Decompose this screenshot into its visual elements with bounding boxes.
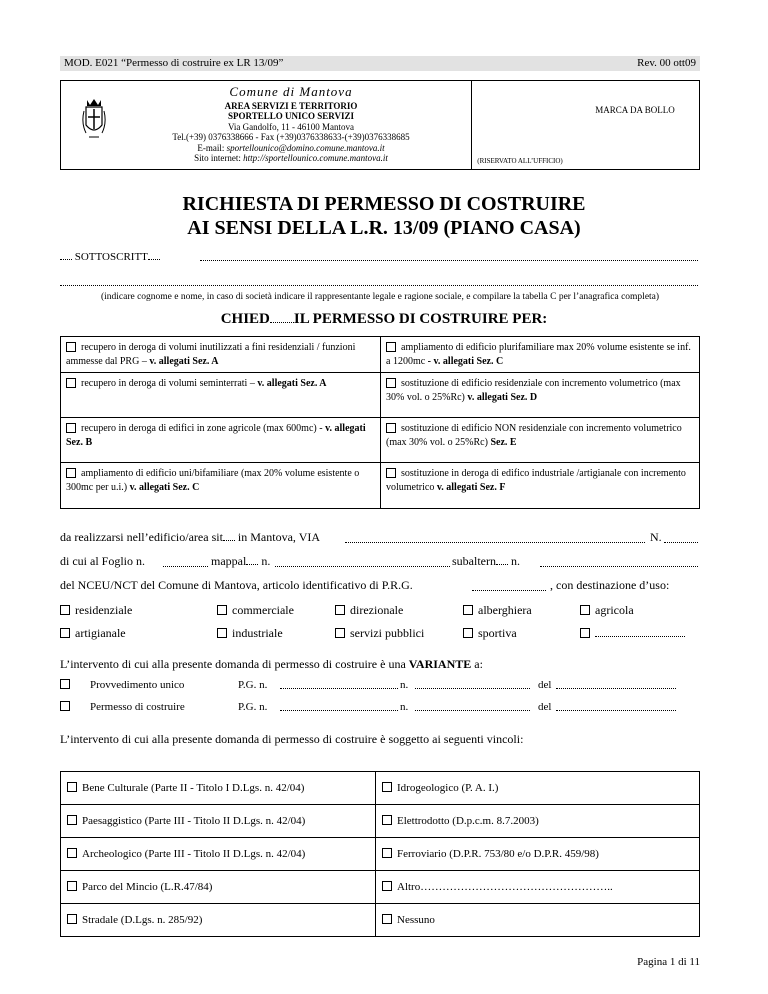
- vincoli-intro: L’intervento di cui alla presente domanda di permesso di costruire è soggetto ai seguenti vincoli:: [60, 732, 524, 746]
- vincolo-elettrodotto[interactable]: Elettrodotto (D.p.c.m. 8.7.2003): [375, 804, 700, 838]
- office-reserved: (RISERVATO ALL’UFFICIO): [477, 157, 563, 165]
- checkbox[interactable]: [382, 782, 392, 792]
- civic-label: N.: [650, 530, 662, 544]
- checkbox[interactable]: [382, 848, 392, 858]
- header-box: [60, 80, 700, 170]
- checkbox[interactable]: [60, 679, 70, 689]
- use-direzionale[interactable]: direzionale: [335, 603, 403, 618]
- request-heading: [0, 311, 768, 328]
- email-label: E-mail:: [197, 142, 227, 153]
- phone: Tel.(+39) 0376338666 - Fax (+39)0376338633-(+39)0376338685: [172, 132, 410, 142]
- checkbox[interactable]: [386, 468, 396, 478]
- checkbox[interactable]: [335, 605, 345, 615]
- civic-field[interactable]: [664, 542, 698, 543]
- option-seminterrati[interactable]: recupero in deroga di volumi seminterrati – v. allegati Sez. A: [60, 372, 381, 418]
- use-servizi-pubblici[interactable]: servizi pubblici: [335, 626, 424, 641]
- use-artigianale[interactable]: artigianale: [60, 626, 126, 641]
- divider: [471, 81, 472, 169]
- site-link[interactable]: http://sportellounico.comune.mantova.it: [243, 153, 388, 163]
- colon: :: [542, 311, 548, 327]
- dots: [148, 251, 160, 260]
- vincolo-stradale[interactable]: Stradale (D.Lgs. n. 285/92): [60, 903, 376, 937]
- checkbox[interactable]: [67, 815, 77, 825]
- via-field[interactable]: [345, 542, 645, 543]
- checkbox[interactable]: [60, 605, 70, 615]
- variante-row-1[interactable]: Provvedimento unico P.G. n. n. del: [60, 679, 75, 691]
- office-info: [141, 84, 441, 164]
- area-name: AREA SERVIZI E TERRITORIO: [224, 100, 358, 111]
- page-number: Pagina 1 di 11: [637, 956, 700, 968]
- title-line-1: RICHIESTA DI PERMESSO DI COSTRUIRE: [182, 193, 586, 215]
- checkbox[interactable]: [66, 423, 76, 433]
- chied-rest: IL PERMESSO DI COSTRUIRE PER: [293, 311, 543, 327]
- checkbox[interactable]: [386, 342, 396, 352]
- checkbox[interactable]: [386, 423, 396, 433]
- checkbox[interactable]: [386, 378, 396, 388]
- signer-label: SOTTOSCRITT: [74, 251, 148, 263]
- dots: [270, 322, 294, 323]
- stamp-box: MARCA DA BOLLO: [595, 105, 675, 115]
- use-residenziale[interactable]: residenziale: [60, 603, 132, 618]
- site-line: [141, 153, 441, 164]
- use-agricola[interactable]: agricola: [580, 603, 634, 618]
- checkbox[interactable]: [67, 782, 77, 792]
- vincolo-altro[interactable]: Altro……………………………………………..: [375, 870, 700, 904]
- checkbox[interactable]: [335, 628, 345, 638]
- checkbox[interactable]: [66, 378, 76, 388]
- subalterno-label: subaltern n.: [452, 554, 520, 568]
- signer-label-line: [60, 251, 160, 263]
- option-recupero-volumi[interactable]: recupero in deroga di volumi inutilizzati a fini residenziali / funzioni ammesse dal PRG – v. allegati Sez. A: [60, 336, 381, 373]
- checkbox[interactable]: [382, 881, 392, 891]
- chied-word: CHIED: [220, 311, 270, 327]
- vincolo-bene-culturale[interactable]: Bene Culturale (Parte II - Titolo I D.Lgs. n. 42/04): [60, 771, 376, 805]
- use-commerciale[interactable]: commerciale: [217, 603, 294, 618]
- vincolo-nessuno[interactable]: Nessuno: [375, 903, 700, 937]
- signer-name-field[interactable]: [200, 260, 698, 261]
- use-sportiva[interactable]: sportiva: [463, 626, 517, 641]
- variante-row-2[interactable]: Permesso di costruire P.G. n. n. del: [60, 701, 75, 713]
- location-line-1: da realizzarsi nell’edificio/area sit in Mantova, VIA: [60, 530, 321, 544]
- checkbox[interactable]: [463, 605, 473, 615]
- checkbox[interactable]: [580, 628, 590, 638]
- vincolo-ferroviario[interactable]: Ferroviario (D.P.R. 753/80 e/o D.P.R. 459/98): [375, 837, 700, 871]
- variante-intro: L’intervento di cui alla presente domanda di permesso di costruire è una VARIANTE a:: [60, 657, 483, 671]
- destination-label: , con destinazione d’uso:: [550, 578, 670, 592]
- coat-of-arms-icon: [81, 97, 107, 143]
- option-ampliamento-uni[interactable]: ampliamento di edificio uni/bifamiliare (max 20% volume esistente o 300mc per u.i.) v. allegati Sez. C: [60, 462, 381, 509]
- use-other[interactable]: [580, 626, 685, 641]
- option-zone-agricole[interactable]: recupero in deroga di edifici in zone agricole (max 600mc) - v. allegati Sez. B: [60, 417, 381, 463]
- mappale-field[interactable]: [275, 566, 450, 567]
- checkbox[interactable]: [60, 701, 70, 711]
- checkbox[interactable]: [217, 628, 227, 638]
- subalterno-field[interactable]: [540, 566, 698, 567]
- checkbox[interactable]: [382, 815, 392, 825]
- option-ampliamento-pluri[interactable]: ampliamento di edificio plurifamiliare max 20% volume esistente se inf. a 1200mc - v. allegati Sez. C: [380, 336, 700, 373]
- checkbox[interactable]: [580, 605, 590, 615]
- vincolo-idrogeologico[interactable]: Idrogeologico (P. A. I.): [375, 771, 700, 805]
- site-label: Sito internet:: [194, 153, 244, 163]
- checkbox[interactable]: [67, 914, 77, 924]
- title-line-2: AI SENSI DELLA L.R. 13/09 (PIANO CASA): [187, 217, 581, 239]
- mappale-label: mappal n.: [211, 554, 271, 568]
- signer-name-field-2[interactable]: [60, 285, 698, 286]
- checkbox[interactable]: [66, 342, 76, 352]
- prg-field[interactable]: [472, 590, 546, 591]
- vincolo-parco-mincio[interactable]: Parco del Mincio (L.R.47/84): [60, 870, 376, 904]
- vincolo-paesaggistico[interactable]: Paesaggistico (Parte III - Titolo II D.Lgs. n. 42/04): [60, 804, 376, 838]
- checkbox[interactable]: [463, 628, 473, 638]
- use-industriale[interactable]: industriale: [217, 626, 283, 641]
- email-link[interactable]: sportellounico@domino.comune.mantova.it: [226, 142, 385, 153]
- dots: [60, 251, 72, 260]
- option-sostituzione-nonres[interactable]: sostituzione di edificio NON residenziale con incremento volumetrico (max 30% vol. o 25%Rc) Sez. E: [380, 417, 700, 463]
- prg-label: del NCEU/NCT del Comune di Mantova, articolo identificativo di P.R.G.: [60, 578, 413, 592]
- form-code: MOD. E021 “Permesso di costruire ex LR 13/09”: [64, 57, 284, 69]
- email-line: [141, 143, 441, 154]
- option-sostituzione-ind[interactable]: sostituzione in deroga di edifico industriale /artigianale con incremento volumetrico v. allegati Sez. F: [380, 462, 700, 509]
- office-name: SPORTELLO UNICO SERVIZI: [228, 111, 354, 121]
- revision: Rev. 00 ott09: [637, 57, 696, 69]
- option-sostituzione-res[interactable]: sostituzione di edificio residenziale con incremento volumetrico (max 30% vol. o 25%Rc) v. allegati Sez. D: [380, 372, 700, 418]
- checkbox[interactable]: [60, 628, 70, 638]
- signer-note: (indicare cognome e nome, in caso di società indicare il rappresentante legale e ragione sociale, e compilare la tabella C per l’anagrafica completa): [100, 292, 660, 302]
- vincolo-archeologico[interactable]: Archeologico (Parte III - Titolo II D.Lgs. n. 42/04): [60, 837, 376, 871]
- checkbox[interactable]: [66, 468, 76, 478]
- checkbox[interactable]: [217, 605, 227, 615]
- foglio-label: di cui al Foglio n.: [60, 554, 145, 568]
- checkbox[interactable]: [67, 848, 77, 858]
- address: Via Gandolfo, 11 - 46100 Mantova: [227, 121, 355, 132]
- checkbox[interactable]: [382, 914, 392, 924]
- foglio-field[interactable]: [163, 566, 208, 567]
- comune-name: Comune di Mantova: [229, 84, 353, 99]
- checkbox[interactable]: [67, 881, 77, 891]
- use-alberghiera[interactable]: alberghiera: [463, 603, 532, 618]
- form-code-bar: [60, 56, 700, 71]
